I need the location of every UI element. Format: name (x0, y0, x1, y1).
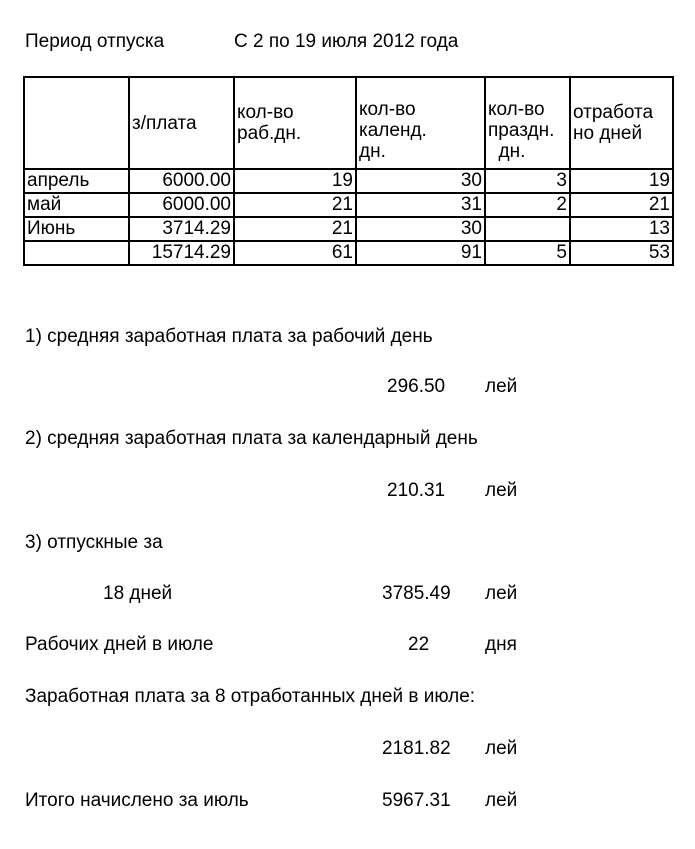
header-cell-empty (24, 77, 129, 169)
calendar-days-cell: 30 (356, 169, 485, 193)
worked-days-cell: 13 (570, 217, 673, 241)
period-value: С 2 по 19 июля 2012 года (234, 31, 459, 52)
worked-days-cell: 21 (570, 193, 673, 217)
header-cell-worked-days: отработа но дней (570, 77, 673, 169)
avg-workday-value: 296.50 (387, 376, 446, 397)
july-salary-unit: лей (485, 738, 518, 759)
salary-cell: 6000.00 (129, 193, 234, 217)
july-salary-label: Заработная плата за 8 отработанных дней в июле: (25, 686, 476, 707)
workdays-cell: 19 (234, 169, 356, 193)
table-row (24, 193, 673, 217)
table-total-row (24, 241, 673, 265)
july-total-unit: лей (485, 790, 518, 811)
month-cell: май (24, 193, 129, 217)
vacation-days: 18 дней (103, 583, 173, 604)
calendar-days-cell: 30 (356, 217, 485, 241)
calendar-days-total-cell: 91 (356, 241, 485, 265)
avg-calendar-day-value: 210.31 (387, 480, 446, 501)
salary-cell: 6000.00 (129, 169, 234, 193)
avg-calendar-day-unit: лей (485, 480, 518, 501)
workdays-cell: 21 (234, 193, 356, 217)
vacation-pay-unit: лей (485, 583, 518, 604)
holidays-total-cell: 5 (485, 241, 570, 265)
month-cell: апрель (24, 169, 129, 193)
month-cell (24, 241, 129, 265)
period-label: Период отпуска (25, 31, 165, 52)
calendar-days-cell: 31 (356, 193, 485, 217)
table-header-row (24, 77, 673, 169)
holidays-cell: 3 (485, 169, 570, 193)
july-workdays-label: Рабочих дней в июле (25, 634, 214, 655)
table-row (24, 169, 673, 193)
month-cell: Июнь (24, 217, 129, 241)
table-row (24, 217, 673, 241)
avg-workday-label: 1) средняя заработная плата за рабочий день (25, 326, 433, 347)
salary-table (23, 76, 674, 266)
header-cell-calendar-days: кол-во календ. дн. (356, 77, 485, 169)
july-workdays-value: 22 (408, 634, 430, 655)
workdays-cell: 21 (234, 217, 356, 241)
vacation-pay-label: 3) отпускные за (25, 532, 163, 553)
avg-calendar-day-label: 2) средняя заработная плата за календарный день (25, 428, 478, 449)
july-workdays-unit: дня (485, 634, 517, 655)
july-total-value: 5967.31 (382, 790, 451, 811)
holidays-cell: 2 (485, 193, 570, 217)
header-cell-salary: з/плата (129, 77, 234, 169)
header-cell-holidays: кол-во праздн. дн. (485, 77, 570, 169)
salary-cell: 3714.29 (129, 217, 234, 241)
worked-days-cell: 19 (570, 169, 673, 193)
workdays-total-cell: 61 (234, 241, 356, 265)
worked-days-total-cell: 53 (570, 241, 673, 265)
holidays-cell (485, 217, 570, 241)
vacation-pay-value: 3785.49 (382, 583, 451, 604)
july-total-label: Итого начислено за июль (25, 790, 249, 811)
header-cell-workdays: кол-во раб.дн. (234, 77, 356, 169)
july-salary-value: 2181.82 (382, 738, 451, 759)
salary-total-cell: 15714.29 (129, 241, 234, 265)
avg-workday-unit: лей (485, 376, 518, 397)
